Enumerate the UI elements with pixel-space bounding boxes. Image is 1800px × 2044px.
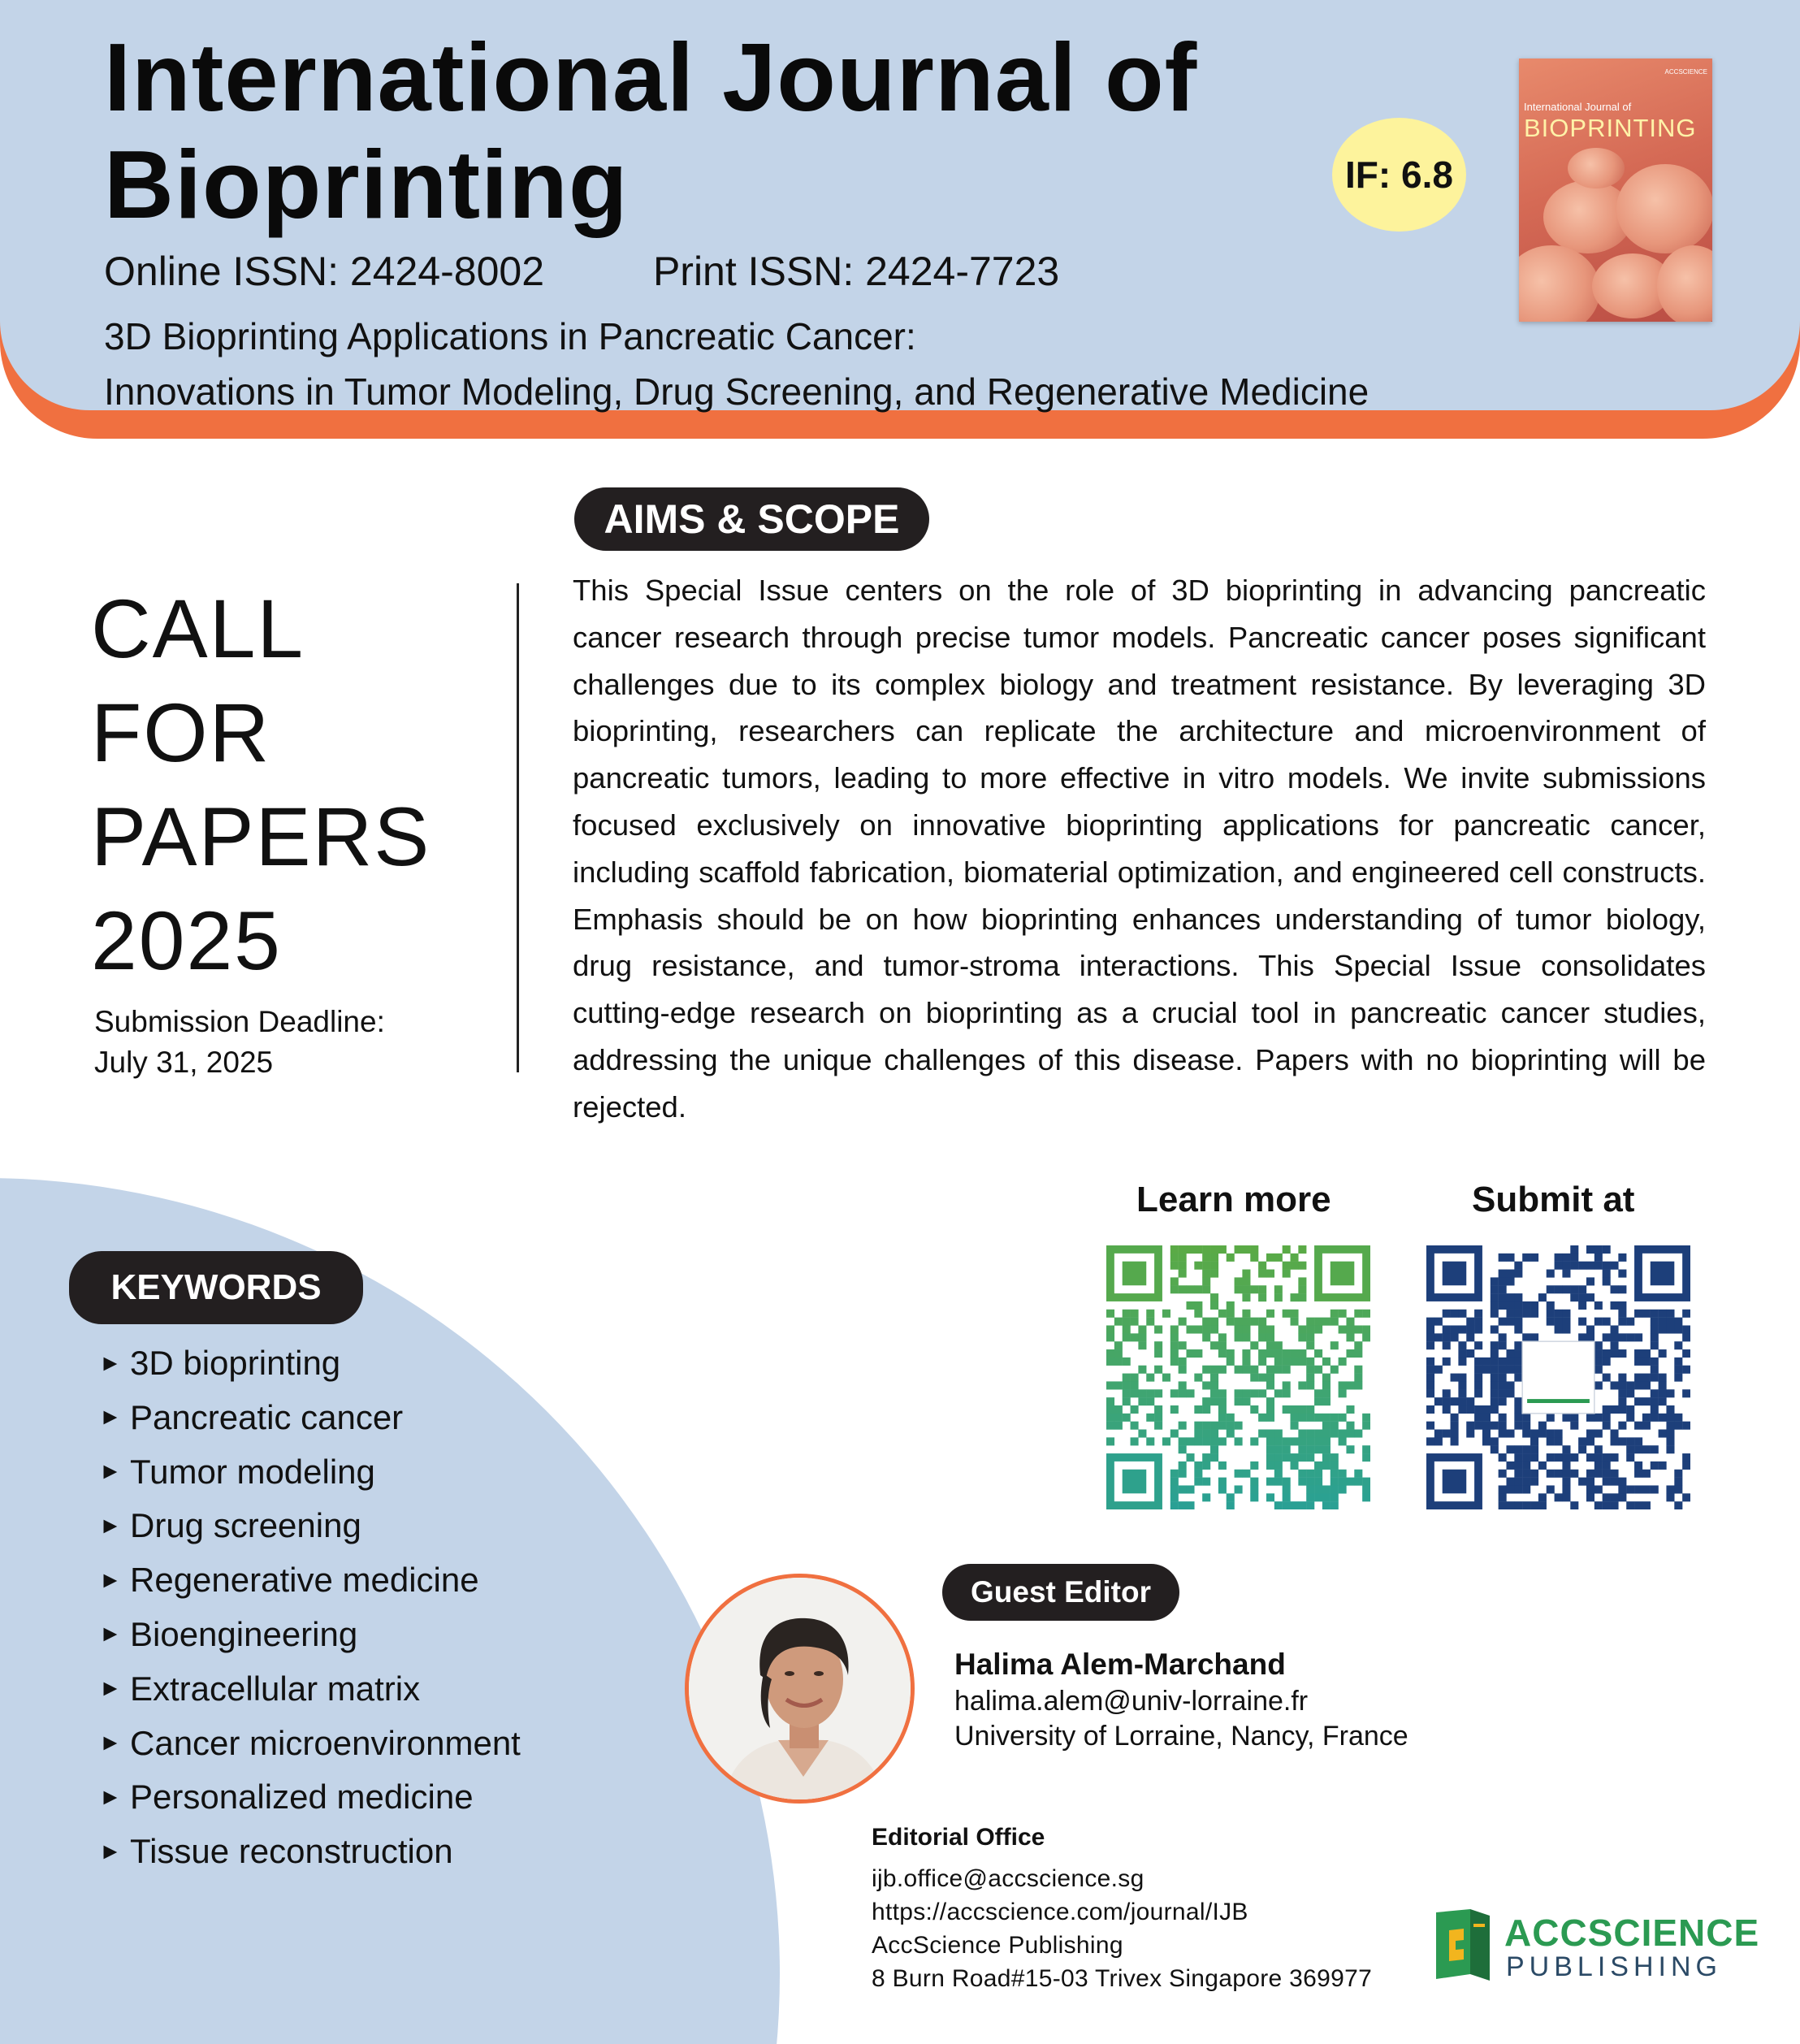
editorial-office-title: Editorial Office xyxy=(872,1824,1045,1851)
keyword-item: ► Pancreatic cancer xyxy=(99,1391,521,1445)
logo-science: SCIENCE xyxy=(1587,1912,1760,1954)
accscience-logo xyxy=(1431,1908,1760,1989)
bullet-icon: ► xyxy=(99,1621,122,1647)
logo-acc: ACC xyxy=(1504,1912,1588,1954)
logo-wordmark xyxy=(1504,1911,1759,1955)
keyword-item: ► Personalized medicine xyxy=(99,1770,521,1825)
learn-more-label: Learn more xyxy=(1136,1180,1331,1219)
journal-title-line1: International Journal of xyxy=(104,24,1198,132)
bullet-icon: ► xyxy=(99,1349,122,1375)
bullet-icon: ► xyxy=(99,1404,122,1430)
cover-big-title: BIOPRINTING xyxy=(1524,114,1697,142)
online-issn: Online ISSN: 2424-8002 xyxy=(104,249,545,294)
guest-editor-photo xyxy=(685,1574,915,1804)
cfp-line4: 2025 xyxy=(91,894,282,987)
submission-deadline xyxy=(94,1002,385,1083)
cfp-line2: FOR xyxy=(91,686,271,779)
bullet-icon: ► xyxy=(99,1675,122,1701)
keyword-item: ► Tumor modeling xyxy=(99,1445,521,1500)
cfp-line3: PAPERS xyxy=(91,790,431,883)
keyword-item: ► Cancer microenvironment xyxy=(99,1717,521,1771)
editorial-office-email[interactable]: ijb.office@accscience.sg xyxy=(872,1865,1144,1892)
keyword-item: ► Drug screening xyxy=(99,1499,521,1553)
learn-more-qr-code[interactable] xyxy=(1106,1245,1370,1509)
special-issue-title-line1: 3D Bioprinting Applications in Pancreatic Cancer: xyxy=(104,315,916,357)
bullet-icon: ► xyxy=(99,1458,122,1484)
deadline-label: Submission Deadline: xyxy=(94,1005,385,1038)
special-issue-title-line2: Innovations in Tumor Modeling, Drug Screening, and Regenerative Medicine xyxy=(104,370,1369,413)
impact-factor-badge: IF: 6.8 xyxy=(1332,118,1466,232)
guest-editor-email[interactable]: halima.alem@univ-lorraine.fr xyxy=(954,1686,1309,1717)
keywords-list xyxy=(99,1336,521,1879)
aims-scope-label: AIMS & SCOPE xyxy=(574,487,929,551)
print-issn: Print ISSN: 2424-7723 xyxy=(652,249,1060,294)
deadline-date: July 31, 2025 xyxy=(94,1046,274,1079)
keyword-item: ► Extracellular matrix xyxy=(99,1662,521,1717)
bullet-icon: ► xyxy=(99,1838,122,1864)
journal-cover-image xyxy=(1519,58,1712,322)
keyword-item: ► Tissue reconstruction xyxy=(99,1825,521,1879)
cover-small-title: International Journal of xyxy=(1524,101,1632,113)
aims-scope-text: This Special Issue centers on the role of 3D bioprinting in advancing pancreatic cancer research through precise tumor models. Pancreatic cancer poses significant challenges due to its complex biology and treatment resistance. By leveraging 3D bioprinting, researchers can replicate the architecture and microenvironment of pancreatic tumors, leading to more effective in vitro models. We invite submissions focused exclusively on innovative bioprinting applications for pancreatic cancer, including scaffold fabrication, biomaterial optimization, and engineered cell constructs. Emphasis should be on how bioprinting enhances understanding of tumor biology, drug resistance, and tumor-stroma interactions. This Special Issue consolidates cutting-edge research on bioprinting as a crucial tool in pancreatic cancer studies, addressing the unique challenges of this disease. Papers with no bioprinting will be rejected. xyxy=(573,574,1706,1124)
issn-row xyxy=(104,248,1059,295)
editorial-office-url[interactable]: https://accscience.com/journal/IJB xyxy=(872,1899,1248,1925)
guest-editor-affiliation: University of Lorraine, Nancy, France xyxy=(954,1721,1408,1752)
guest-editor-name: Halima Alem-Marchand xyxy=(954,1648,1286,1681)
bullet-icon: ► xyxy=(99,1783,122,1809)
keyword-item: ► Regenerative medicine xyxy=(99,1553,521,1608)
cfp-line1: CALL xyxy=(91,582,305,675)
keyword-item: ► 3D bioprinting xyxy=(99,1336,521,1391)
journal-title-line2: Bioprinting xyxy=(104,131,629,239)
journal-title xyxy=(104,24,1282,239)
cover-publisher-mark: ACCSCIENCE xyxy=(1664,68,1707,76)
special-issue-title xyxy=(104,309,1369,419)
logo-publishing: PUBLISHING xyxy=(1506,1951,1722,1982)
bullet-icon: ► xyxy=(99,1512,122,1538)
submit-qr-code[interactable] xyxy=(1426,1245,1690,1509)
keywords-label: KEYWORDS xyxy=(69,1251,363,1324)
guest-editor-label: Guest Editor xyxy=(942,1564,1179,1621)
book-logo-icon xyxy=(1431,1908,1495,1982)
call-for-papers-heading xyxy=(91,577,431,993)
submit-at-label: Submit at xyxy=(1472,1180,1635,1219)
editorial-office-publisher: AccScience Publishing xyxy=(872,1932,1123,1959)
editorial-office-address: 8 Burn Road#15-03 Trivex Singapore 369977 xyxy=(872,1965,1373,1992)
bullet-icon: ► xyxy=(99,1730,122,1756)
bullet-icon: ► xyxy=(99,1566,122,1592)
vertical-divider xyxy=(517,583,519,1072)
keyword-item: ► Bioengineering xyxy=(99,1608,521,1662)
